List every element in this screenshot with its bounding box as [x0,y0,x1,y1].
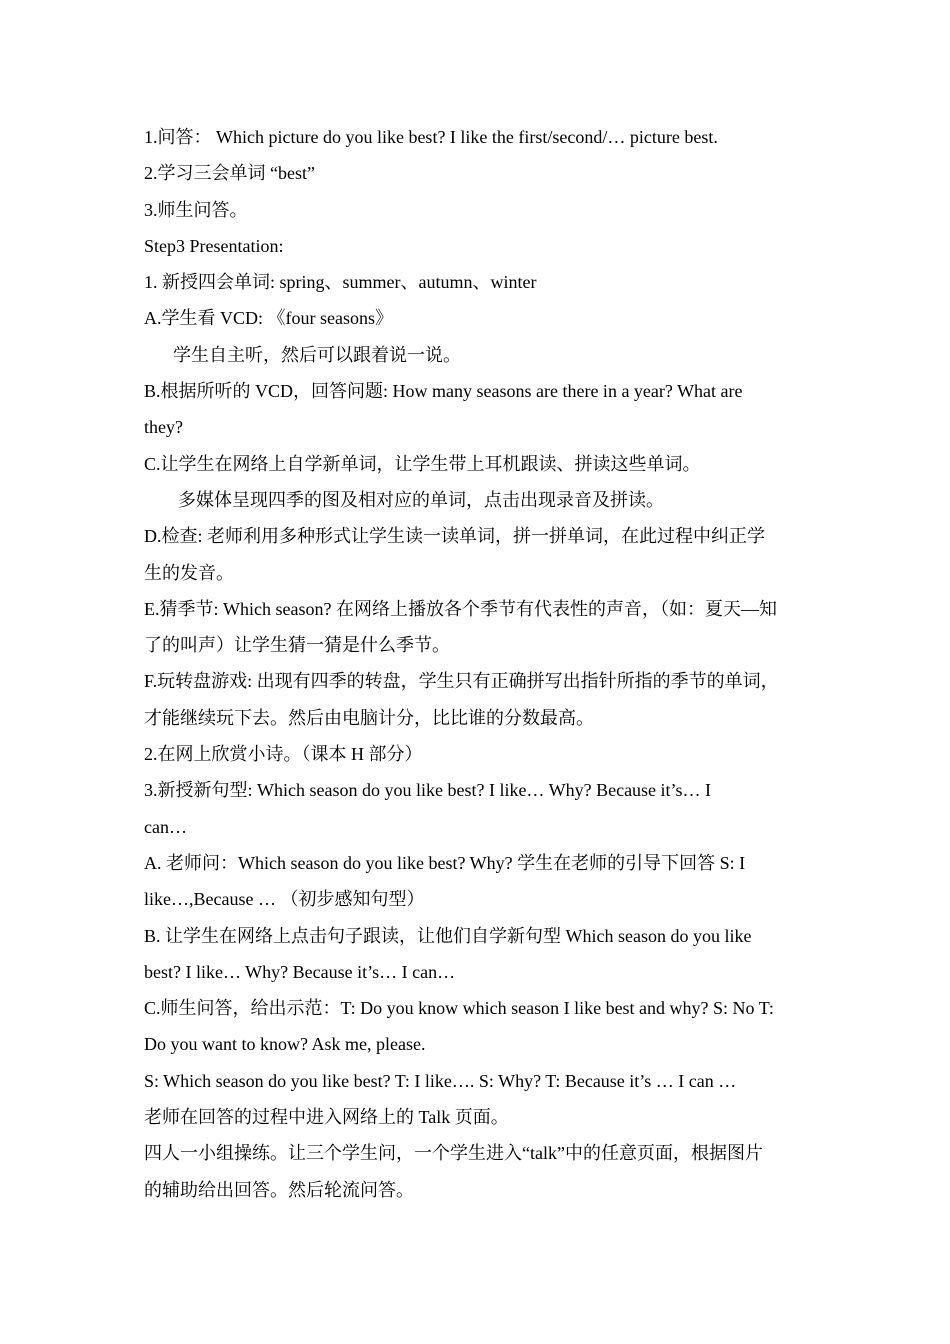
text-line: like…,Because … （初步感知句型） [144,889,425,910]
text-line: B. 让学生在网络上点击句子跟读，让他们自学新句型 Which season do you like [144,925,752,946]
text-line: D.检查: 老师利用多种形式让学生读一读单词，拼一拼单词，在此过程中纠正学 [144,526,765,547]
text-line: 学生自主听，然后可以跟着说一说。 [173,344,461,365]
text-line: 才能继续玩下去。然后由电脑计分，比比谁的分数最高。 [144,707,594,728]
text-line: 3.新授新句型: Which season do you like best? I like… Why? Because it’s… I [144,780,712,801]
text-line: 四人一小组操练。让三个学生问，一个学生进入“talk”中的任意页面，根据图片 [144,1143,763,1164]
text-line: Do you want to know? Ask me, please. [144,1034,426,1055]
text-line: E.猜季节: Which season? 在网络上播放各个季节有代表性的声音，（如：夏天—知 [144,598,777,619]
text-line: S: Which season do you like best? T: I like…. S: Why? T: Because it’s … I can … [144,1070,737,1091]
text-line: A. 老师问：Which season do you like best? Why? 学生在老师的引导下回答 S: I [144,852,746,873]
text-line: B.根据所听的 VCD，回答问题: How many seasons are there in a year? What are [144,381,743,402]
text-line: 多媒体呈现四季的图及相对应的单词，点击出现录音及拼读。 [178,489,664,510]
section-heading: Step3 Presentation: [144,235,284,256]
text-line: A.学生看 VCD: 《four seasons》 [144,308,393,329]
text-line: 的辅助给出回答。然后轮流问答。 [144,1179,414,1200]
text-line: 2.在网上欣赏小诗。（课本 H 部分） [144,744,423,765]
text-line: 1. 新授四会单词: spring、summer、autumn、winter [144,272,537,293]
text-line: can… [144,816,187,837]
text-line: 2.学习三会单词 “best” [144,163,315,184]
text-line: 1.问答： Which picture do you like best? I like the first/second/… picture best. [144,127,718,147]
document-body [144,119,806,1208]
text-line: F.玩转盘游戏: 出现有四季的转盘，学生只有正确拼写出指针所指的季节的单词， [144,671,779,692]
text-line: best? I like… Why? Because it’s… I can… [144,961,456,982]
text-line: 3.师生问答。 [144,199,248,220]
text-line: 了的叫声）让学生猜一猜是什么季节。 [144,635,450,656]
text-line: they? [144,417,183,438]
text-line: C.让学生在网络上自学新单词，让学生带上耳机跟读、拼读这些单词。 [144,453,701,474]
text-line: C.师生问答，给出示范：T: Do you know which season I like best and why? S: No T: [144,998,774,1019]
text-line: 生的发音。 [144,562,234,583]
text-line: 老师在回答的过程中进入网络上的 Talk 页面。 [144,1107,509,1128]
